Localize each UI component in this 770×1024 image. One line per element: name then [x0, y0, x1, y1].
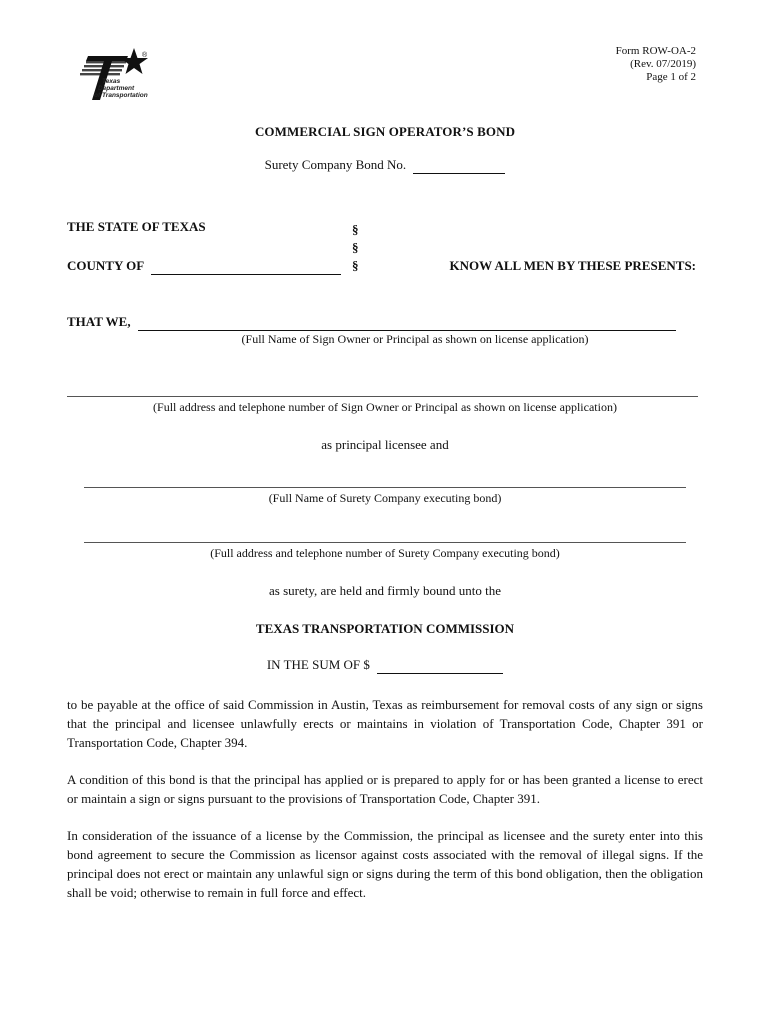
surety-name-field[interactable]	[84, 487, 686, 488]
registered-mark: ®	[142, 52, 148, 59]
state-label: THE STATE OF TEXAS	[67, 219, 206, 234]
that-we-label: THAT WE,	[67, 314, 131, 329]
logo-line-3: of Transportation	[94, 92, 148, 99]
as-principal-text: as principal licensee and	[321, 437, 449, 452]
body-paragraph-2: A condition of this bond is that the principal has applied or is prepared to apply for or has been granted a license to erect or maintain a sign or signs pursuant to the provisions of Transportation Code, Chapter 391.	[67, 772, 703, 806]
principal-name-field[interactable]	[138, 314, 676, 331]
know-all-men-heading: KNOW ALL MEN BY THESE PRESENTS:	[449, 258, 696, 273]
form-number: Form ROW-OA-2	[615, 45, 696, 57]
body-paragraph-3: In consideration of the issuance of a license by the Commission, the principal as licensee and the surety enter into this bond agreement to secure the Commission as licensor against costs associated with the removal of illegal signs. If the principal does not erect or maintain any unlawful sign or signs during the term of this bond obligation, then the obligation shall be void; otherwise to remain in full force and effect.	[67, 828, 703, 900]
surety-bond-number-field[interactable]	[413, 157, 505, 174]
body-paragraph-1: to be payable at the office of said Commission in Austin, Texas as reimbursement for removal costs of any sign or signs that the principal and licensee unlawfully erects or maintains in violation of Transportation Code, Chapter 391 or Transportation Code, Chapter 394.	[67, 697, 703, 750]
form-identifier	[616, 45, 696, 84]
surety-address-caption: (Full address and telephone number of Surety Company executing bond)	[210, 546, 560, 560]
surety-bond-number-label: Surety Company Bond No.	[264, 157, 407, 172]
surety-name-caption: (Full Name of Surety Company executing bond)	[268, 491, 502, 505]
sum-label: IN THE SUM OF $	[266, 657, 370, 672]
county-label: COUNTY OF	[67, 258, 144, 273]
commission-heading: TEXAS TRANSPORTATION COMMISSION	[255, 621, 515, 636]
logo-line-2: Department	[98, 85, 135, 92]
county-field[interactable]	[151, 258, 341, 275]
sum-row	[0, 657, 770, 674]
form-revision: (Rev. 07/2019)	[630, 58, 696, 70]
document-title: COMMERCIAL SIGN OPERATOR’S BOND	[254, 124, 516, 139]
section-symbol-2: §	[352, 240, 359, 255]
principal-address-caption: (Full address and telephone number of Sign Owner or Principal as shown on license application)	[153, 400, 617, 414]
principal-name-caption: (Full Name of Sign Owner or Principal as shown on license application)	[241, 332, 589, 346]
surety-address-field[interactable]	[84, 542, 686, 543]
logo-line-1: Texas	[102, 78, 121, 85]
txdot-logo	[76, 44, 156, 104]
section-symbol-3: §	[352, 258, 359, 273]
logo-wordmark	[94, 78, 148, 99]
that-we-row	[67, 314, 676, 331]
page-number: Page 1 of 2	[646, 71, 696, 83]
bond-sum-field[interactable]	[377, 657, 503, 674]
section-symbol-1: §	[352, 222, 359, 237]
principal-address-field[interactable]	[67, 396, 698, 397]
surety-bond-number-row	[0, 157, 770, 174]
as-surety-text: as surety, are held and firmly bound unto the	[268, 583, 501, 598]
county-row	[67, 258, 341, 275]
